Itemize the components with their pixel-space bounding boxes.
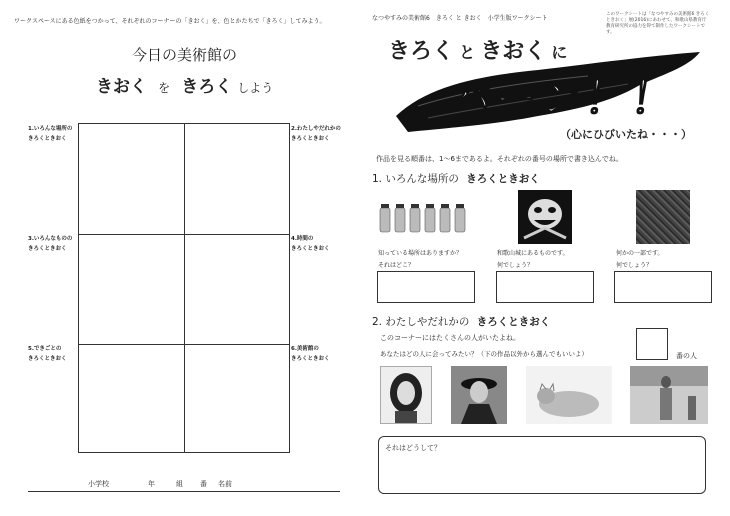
label-section-6: 6.美術館の きろくときおく [291, 346, 330, 362]
left-instruction: ワークスペースにある色紙をつかって、それぞれのコーナーの「きおく」を、色とかたちで「きろく」してみよう。 [14, 18, 326, 25]
grid-cell-6[interactable] [185, 345, 290, 453]
section2-heading [372, 314, 550, 329]
artwork-figure-image [630, 366, 708, 424]
q1-line2: それはどこ？ [378, 262, 415, 269]
label-section-5: 5.できごとの きろくときおく [28, 346, 67, 362]
q3-line2: 何でしょう？ [616, 262, 653, 269]
q3-line1: 何かの一部です。 [616, 250, 664, 257]
artwork-jars-image [378, 200, 474, 234]
footer-name: 名前 [218, 480, 232, 488]
q2-line1: 和歌山城にあるものです。 [497, 250, 569, 257]
section1-heading-a: 1. いろんな場所の [372, 173, 459, 185]
artwork-texture-image [636, 190, 690, 244]
grid-cell-5[interactable] [79, 345, 184, 453]
footer-year: 年 [148, 480, 155, 488]
title-kioku: きおく [96, 77, 147, 97]
left-title-line1: 今日の美術館の [132, 46, 238, 64]
grid-cell-2[interactable] [185, 124, 290, 234]
answer-box-1[interactable] [377, 271, 475, 303]
grid-cell-1[interactable] [79, 124, 184, 234]
left-title-line2 [96, 72, 273, 97]
big-title-kioku: きおく [480, 39, 547, 64]
label-section-3: 3.いろんなものの きろくときおく [28, 236, 73, 252]
right-header-note: このワークシートは「なつやすみの美術館6 きろくときおく」展(2016)にあわせて、和歌山県教育庁教育研究所の協力を得て制作したワークシートです。 [606, 12, 710, 35]
person-number-box[interactable] [636, 328, 668, 360]
reason-box[interactable] [378, 436, 706, 494]
q1-line1: 知っている場所はありますか？ [378, 250, 463, 257]
section2-heading-b: きろくときおく [476, 316, 551, 328]
brush-text: パーン！！ [444, 73, 680, 124]
big-title-ni: に [551, 43, 568, 62]
grid-cell-3[interactable] [79, 235, 184, 344]
right-header-title: なつやすみの美術館6 きろく と きおく 小学生版ワークシート [372, 15, 548, 22]
big-title-to: と [459, 43, 476, 62]
section2-line2: あなたはどの人に会ってみたい？（下の作品以外から選んでもいいよ） [380, 350, 588, 358]
grid-cell-4[interactable] [185, 235, 290, 344]
reason-label: それはどうして？ [385, 444, 441, 452]
q2-line2: 何でしょう？ [497, 262, 534, 269]
artwork-portrait-man-image [451, 366, 507, 424]
section2-heading-a: 2. わたしやだれかの [372, 316, 470, 328]
footer-number: 番 [200, 480, 207, 488]
label-section-4: 4.時間の きろくときおく [291, 236, 330, 252]
answer-box-3[interactable] [614, 271, 712, 303]
footer-class: 組 [176, 480, 183, 488]
section2-line1: このコーナーにはたくさんの人がいたよね。 [380, 334, 520, 342]
footer-school: 小学校 [88, 480, 109, 488]
section1-heading [372, 171, 540, 186]
footer-underline [28, 491, 340, 492]
artwork-onigawara-image [518, 190, 572, 244]
artwork-portrait-woman-image [380, 366, 432, 424]
drawing-grid [78, 123, 290, 453]
label-section-1: 1.いろんな場所の きろくときおく [28, 126, 73, 142]
answer-box-2[interactable] [496, 271, 594, 303]
title-shiyou: しよう [237, 81, 274, 95]
section1-heading-b: きろくときおく [466, 173, 540, 185]
subtitle: （心にひびいたね・・・） [560, 128, 692, 141]
big-title-kiroku: きろく [388, 39, 455, 64]
person-number-suffix: 番の人 [676, 352, 697, 360]
label-section-2: 2.わたしやだれかの きろくときおく [291, 126, 341, 142]
title-kiroku: きろく [181, 77, 233, 97]
artwork-cat-image [526, 366, 612, 424]
intro-text: 作品を見る順番は、1～6まであるよ。それぞれの番号の場所で書き込んでね。 [376, 155, 623, 163]
title-wo: を [158, 81, 171, 95]
